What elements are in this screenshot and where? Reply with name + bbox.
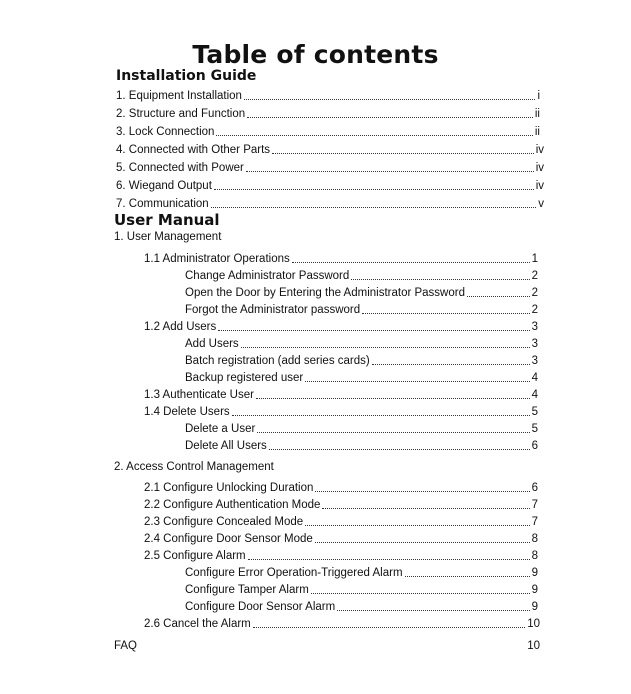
- toc-entry-label: Open the Door by Entering the Administrator Password: [185, 287, 465, 299]
- toc-entry-page: 10: [527, 618, 540, 630]
- toc-entry-label: Delete a User: [185, 423, 256, 435]
- toc-entry-page: 3: [531, 321, 538, 333]
- toc-entry[interactable]: [144, 495, 538, 512]
- toc-entry-page: 5: [531, 423, 538, 435]
- toc-entry[interactable]: [144, 614, 540, 631]
- toc-entry[interactable]: [144, 317, 538, 334]
- leader-dots: [241, 347, 530, 348]
- toc-entry-label: 3. Lock Connection: [116, 126, 215, 138]
- toc-entry-label: 1. Equipment Installation: [116, 90, 242, 102]
- toc-entry[interactable]: [185, 419, 538, 436]
- leader-dots: [305, 381, 529, 382]
- leader-dots: [218, 330, 529, 331]
- toc-entry-label: 2.5 Configure Alarm: [144, 550, 246, 562]
- toc-entry-label: 2.6 Cancel the Alarm: [144, 618, 251, 630]
- leader-dots: [247, 117, 533, 118]
- toc-entry[interactable]: [185, 283, 538, 300]
- leader-dots: [216, 135, 532, 136]
- toc-entry-label: Configure Error Operation-Triggered Alarm: [185, 567, 403, 579]
- toc-entry-label: Batch registration (add series cards): [185, 355, 370, 367]
- leader-dots: [372, 364, 530, 365]
- leader-dots: [244, 99, 535, 100]
- toc-entry-page: 9: [531, 567, 538, 579]
- toc-entry[interactable]: [185, 597, 538, 614]
- leader-dots: [256, 398, 530, 399]
- toc-entry-page: 9: [531, 601, 538, 613]
- toc-entry[interactable]: [144, 529, 538, 546]
- leader-dots: [246, 171, 534, 172]
- toc-entry[interactable]: [144, 478, 538, 495]
- toc-entry-page: 2: [531, 304, 538, 316]
- toc-entry-label: 5. Connected with Power: [116, 162, 244, 174]
- leader-dots: [269, 449, 530, 450]
- section-label: 1. User Management: [114, 231, 222, 243]
- leader-dots: [253, 627, 525, 628]
- toc-entry-page: i: [537, 90, 540, 102]
- toc-entry-page: 7: [531, 499, 538, 511]
- toc-entry-page: 8: [531, 533, 538, 545]
- toc-entry[interactable]: [185, 334, 538, 351]
- toc-entry-label: Add Users: [185, 338, 239, 350]
- leader-dots: [351, 279, 529, 280]
- toc-entry-page: 1: [531, 253, 538, 265]
- toc-entry[interactable]: [185, 351, 538, 368]
- leader-dots: [315, 542, 530, 543]
- toc-entry[interactable]: [185, 563, 538, 580]
- toc-entry-label: 4. Connected with Other Parts: [116, 144, 271, 156]
- toc-entry-page: ii: [534, 108, 540, 120]
- section-label: 2. Access Control Management: [114, 461, 274, 473]
- leader-dots: [232, 415, 530, 416]
- toc-entry-page: iv: [535, 144, 544, 156]
- toc-entry[interactable]: [116, 122, 540, 139]
- leader-dots: [211, 207, 537, 208]
- toc-entry-label: Forgot the Administrator password: [185, 304, 361, 316]
- toc-entry-label: Change Administrator Password: [185, 270, 350, 282]
- toc-entry-label: 2.2 Configure Authentication Mode: [144, 499, 321, 511]
- toc-entry[interactable]: [144, 402, 538, 419]
- page-title: Table of contents: [192, 40, 439, 69]
- toc-entry-label: 2. Structure and Function: [116, 108, 246, 120]
- toc-entry[interactable]: [185, 368, 538, 385]
- toc-entry-label: Backup registered user: [185, 372, 304, 384]
- toc-entry-label: Delete All Users: [185, 440, 267, 452]
- toc-entry-label: 1.2 Add Users: [144, 321, 217, 333]
- leader-dots: [315, 491, 529, 492]
- toc-entry-page: 5: [531, 406, 538, 418]
- toc-entry[interactable]: [116, 104, 540, 121]
- toc-entry-label: 1.3 Authenticate User: [144, 389, 254, 401]
- leader-dots: [272, 153, 534, 154]
- toc-entry-label: 2.1 Configure Unlocking Duration: [144, 482, 314, 494]
- leader-dots: [305, 525, 529, 526]
- leader-dots: [214, 189, 534, 190]
- faq-page: 10: [527, 640, 540, 652]
- toc-entry[interactable]: [144, 249, 538, 266]
- toc-entry[interactable]: [144, 546, 538, 563]
- leader-dots: [257, 432, 529, 433]
- toc-entry-page: 9: [531, 584, 538, 596]
- toc-entry-label: 1.1 Administrator Operations: [144, 253, 290, 265]
- toc-entry-label: Configure Door Sensor Alarm: [185, 601, 336, 613]
- toc-entry-page: 4: [531, 389, 538, 401]
- user-manual-heading: User Manual: [114, 211, 220, 229]
- toc-entry-page: 8: [531, 550, 538, 562]
- toc-entry-page: v: [538, 198, 544, 210]
- leader-dots: [337, 610, 529, 611]
- toc-entry-label: 7. Communication: [116, 198, 209, 210]
- toc-entry[interactable]: [116, 140, 544, 157]
- leader-dots: [311, 593, 530, 594]
- toc-entry[interactable]: [116, 194, 544, 211]
- toc-entry[interactable]: [185, 580, 538, 597]
- toc-entry[interactable]: [185, 436, 538, 453]
- toc-entry[interactable]: [185, 266, 538, 283]
- toc-entry-page: 4: [531, 372, 538, 384]
- toc-entry[interactable]: [144, 512, 538, 529]
- leader-dots: [292, 262, 530, 263]
- toc-entry-page: 7: [531, 516, 538, 528]
- toc-entry-page: iv: [535, 162, 544, 174]
- toc-entry-page: 3: [531, 338, 538, 350]
- toc-entry[interactable]: [116, 86, 540, 103]
- toc-entry-page: 2: [531, 287, 538, 299]
- leader-dots: [322, 508, 529, 509]
- leader-dots: [467, 296, 530, 297]
- toc-entry-label: 2.3 Configure Concealed Mode: [144, 516, 304, 528]
- toc-entry-page: 6: [531, 440, 538, 452]
- toc-entry-label: 1.4 Delete Users: [144, 406, 230, 418]
- toc-entry-page: ii: [534, 126, 540, 138]
- leader-dots: [248, 559, 530, 560]
- leader-dots: [362, 313, 529, 314]
- toc-entry[interactable]: [144, 385, 538, 402]
- toc-entry-page: 2: [531, 270, 538, 282]
- installation-guide-heading: Installation Guide: [116, 68, 257, 84]
- toc-entry[interactable]: [185, 300, 538, 317]
- leader-dots: [405, 576, 530, 577]
- toc-entry-page: 3: [531, 355, 538, 367]
- toc-entry-page: 6: [531, 482, 538, 494]
- faq-label[interactable]: FAQ: [114, 640, 138, 652]
- toc-entry-label: Configure Tamper Alarm: [185, 584, 309, 596]
- toc-entry[interactable]: [116, 158, 544, 175]
- toc-entry-label: 6. Wiegand Output: [116, 180, 212, 192]
- toc-entry-page: iv: [535, 180, 544, 192]
- toc-entry[interactable]: [116, 176, 544, 193]
- toc-entry-label: 2.4 Configure Door Sensor Mode: [144, 533, 313, 545]
